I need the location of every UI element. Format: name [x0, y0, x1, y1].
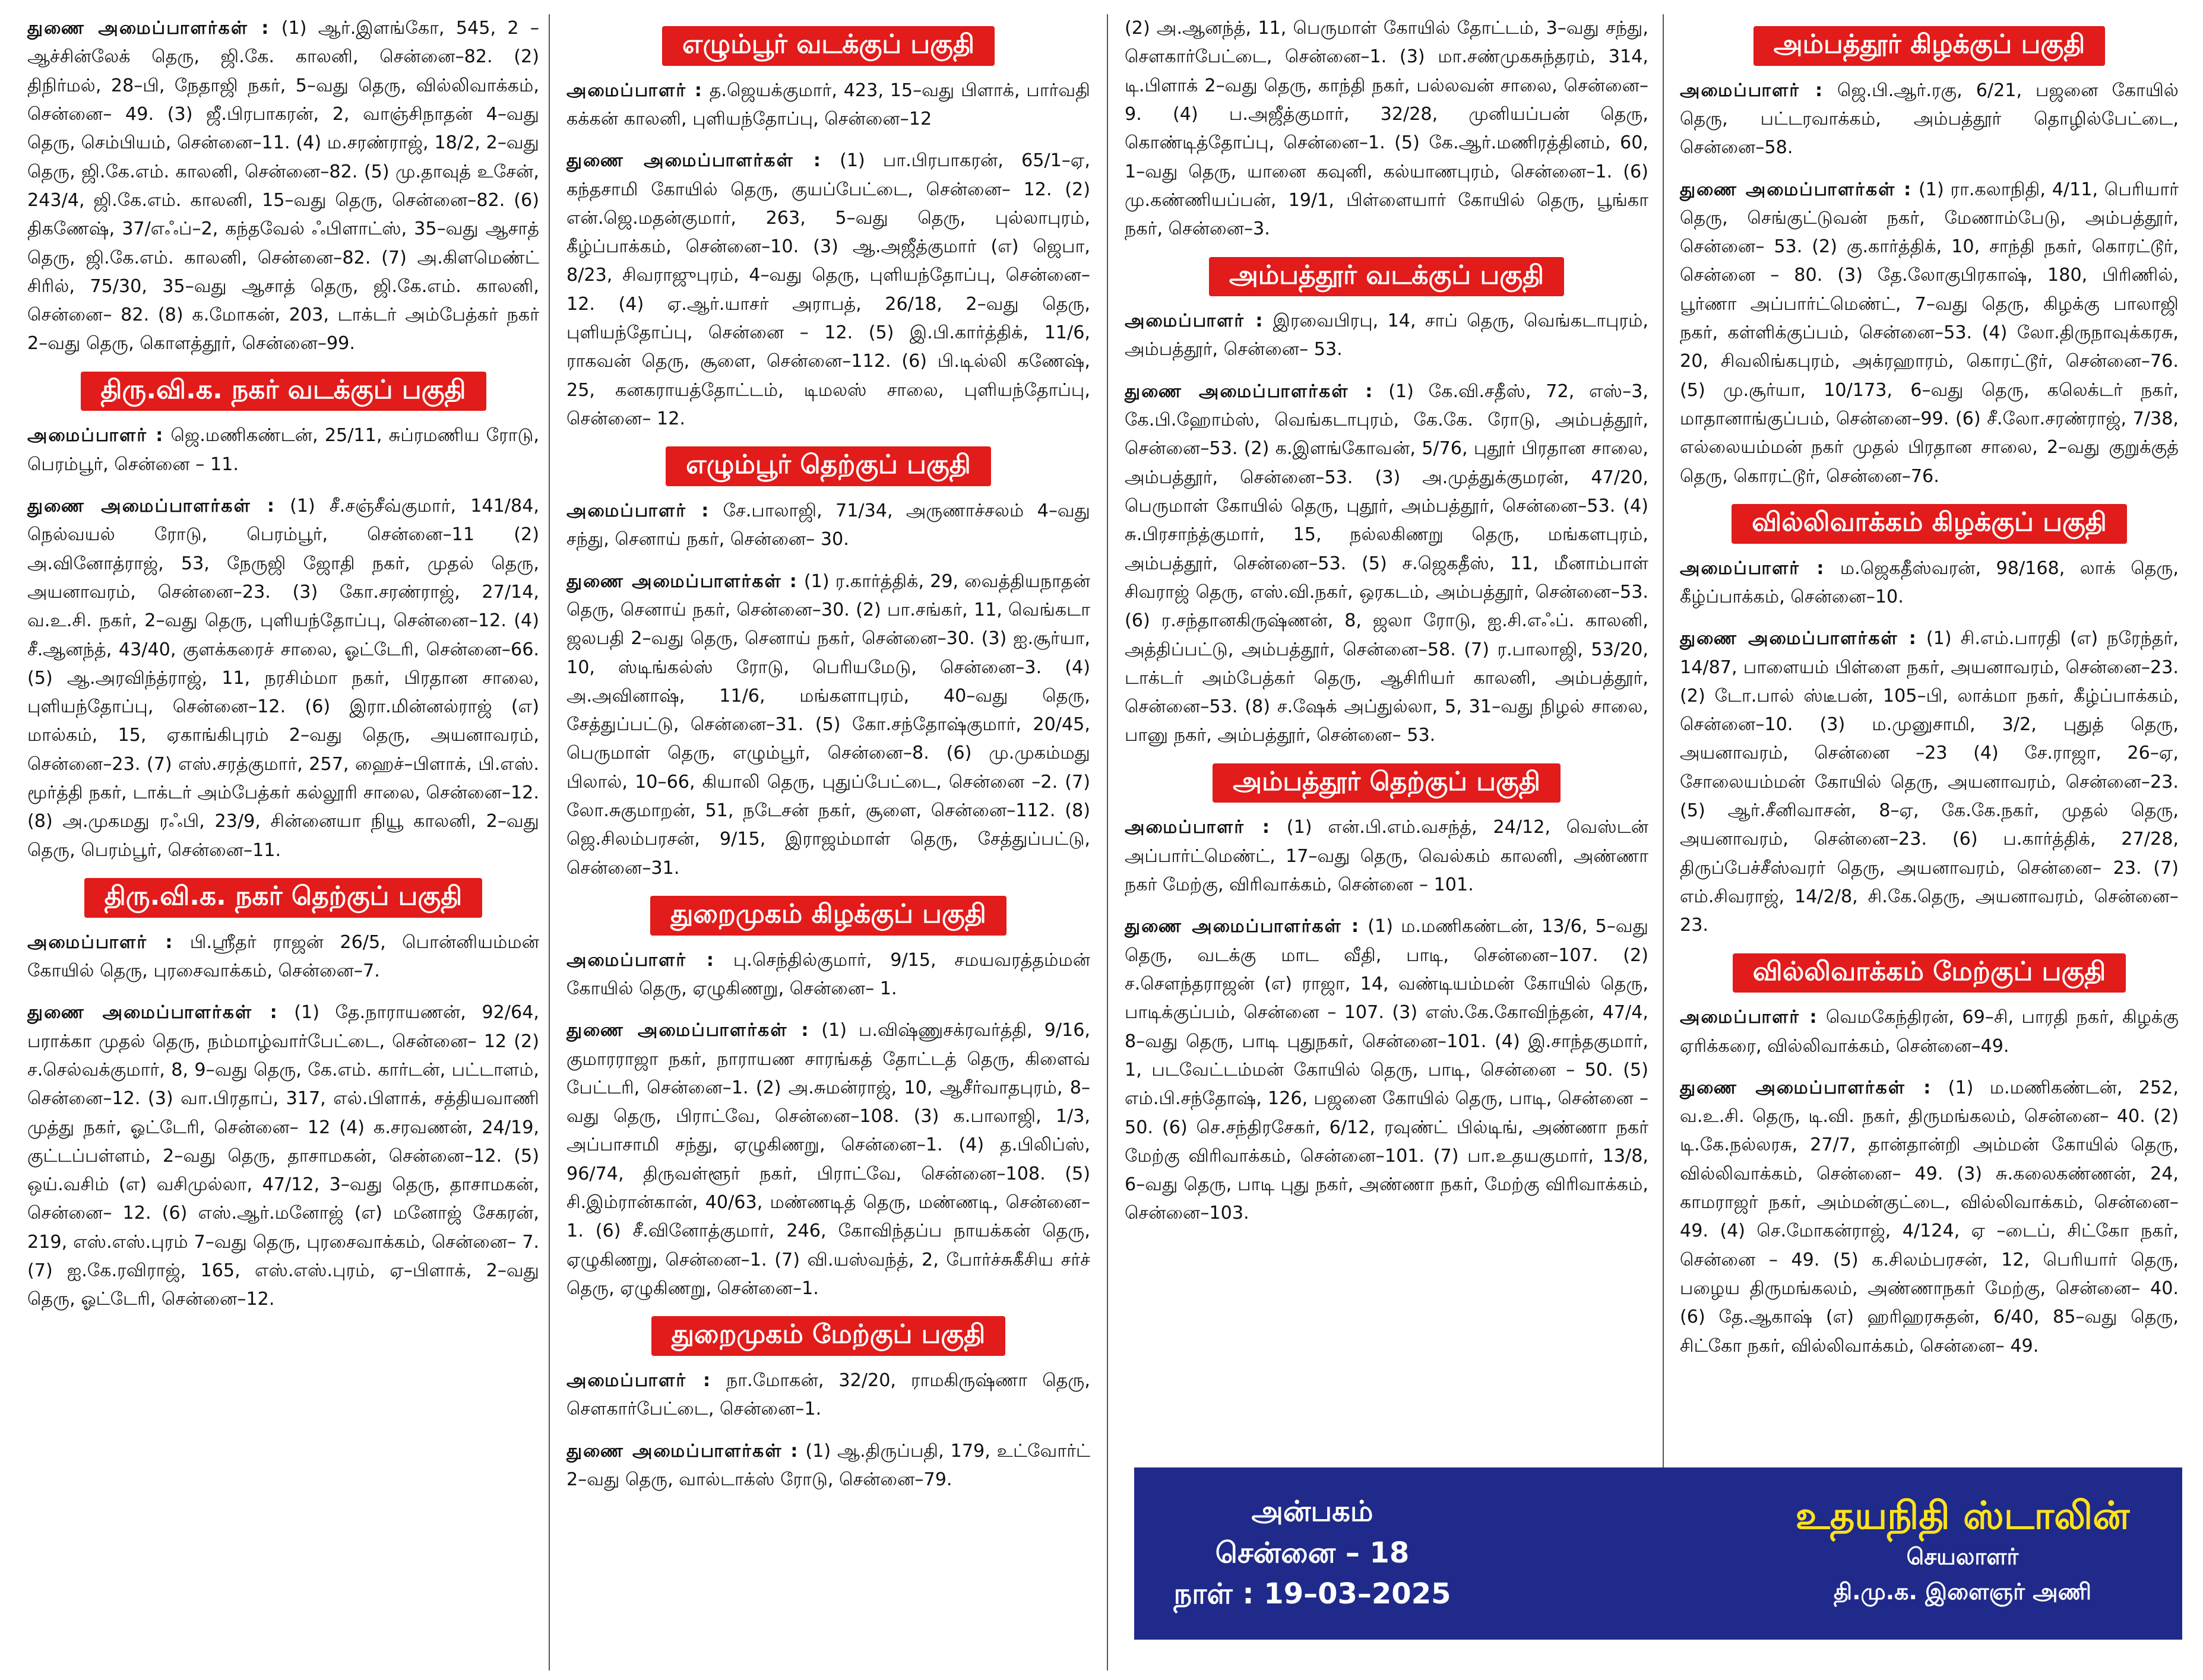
block-text: ம.ஜெகதீஸ்வரன், 98/168, லாக் தெரு, கீழ்ப்பாக்கம், சென்னை–10. [1680, 557, 2179, 607]
block-label: துணை அமைப்பாளர்கள் : [1125, 916, 1360, 937]
organizer-block [1680, 554, 2179, 612]
section-heading: திரு.வி.க. நகர் வடக்குப் பகுதி [81, 372, 486, 411]
block-text: (1) பா.பிரபாகரன், 65/1–ஏ, கந்தசாமி கோயில் தெரு, குயப்பேட்டை, சென்னை– 12. (2) என்.ஜெ.மதன்குமார், 263, 5–வது தெரு, புல்லாபுரம், கீழ்ப்பாக்கம், சென்னை–10. (3) ஆ.அஜீத்குமார் (எ) ஜெபா, 8/23, சிவராஜுபுரம், 4–வது தெரு, புளியந்தோப்பு, சென்னை–12. (4) ஏ.ஆர்.யாசர் அராபத், 26/18, 2–வது தெரு, புளியந்தோப்பு, சென்னை – 12. (5) இ.பி.கார்த்திக், 11/6, ராகவன் தெரு, சூளை, சென்னை–112. (6) பி.டில்லி கணேஷ், 25, கனகராயத்தோட்டம், டிமலஸ் சாலை, புளியந்தோப்பு, சென்னை– 12. [566, 150, 1090, 430]
deputy-organizers-block [27, 999, 539, 1314]
section-heading-wrap [566, 1316, 1090, 1356]
section-heading: துறைமுகம் மேற்குப் பகுதி [651, 1316, 1006, 1356]
organizer-block [1125, 813, 1648, 899]
block-label: அமைப்பாளர் : [27, 425, 164, 446]
organizer-block [1680, 1003, 2179, 1061]
office-city: சென்னை – 18 [1215, 1536, 1410, 1570]
block-text: (1) சி.எம்.பாரதி (எ) நரேந்தர், 14/87, பாளையம் பிள்ளை நகர், அயனாவரம், சென்னை–23. (2) டோ.பால் ஸ்டீபன், 105–பி, லாக்மா நகர், கீழ்ப்பாக்கம், சென்னை–10. (3) ம.முனுசாமி, 3/2, புதுத் தெரு, அயனாவரம், சென்னை –23 (4) சே.ராஜா, 26–ஏ, சோலையம்மன் கோயில் தெரு, அயனாவரம், சென்னை–23. (5) ஆர்.சீனிவாசன், 8–ஏ, கே.கே.நகர், முதல் தெரு, அயனாவரம், சென்னை–23. (6) ப.கார்த்திக், 27/28, திருப்பேச்சீஸ்வரர் தெரு, அயனாவரம், சென்னை– 23. (7) எம்.சிவராஜ், 14/2/8, சி.கே.தெரு, அயனாவரம், சென்னை– 23. [1680, 628, 2179, 936]
issue-date: நாள் : 19–03–2025 [1173, 1577, 1451, 1611]
block-label: துணை அமைப்பாளர்கள் : [1680, 628, 1917, 649]
deputy-organizers-block [566, 147, 1090, 433]
block-label: அமைப்பாளர் : [27, 931, 174, 953]
organizer-block [566, 946, 1090, 1004]
block-text: (1) சீ.சஞ்சீவ்குமார், 141/84, நெல்வயல் ரோடு, பெரம்பூர், சென்னை–11 (2) அ.வினோத்ராஜ், 53, நேருஜி ஜோதி நகர், முதல் தெரு, அயனாவரம், சென்னை–23. (3) கோ.சரண்ராஜ், 27/14, வ.உ.சி. நகர், 2–வது தெரு, புளியந்தோப்பு, சென்னை–12. (4) சீ.ஆனந்த், 43/40, குளக்கரைச் சாலை, ஓட்டேரி, சென்னை–66. (5) ஆ.அரவிந்த்ராஜ், 11, நரசிம்மா நகர், பிரதான சாலை, புளியந்தோப்பு, சென்னை–12. (6) இரா.மின்னல்ராஜ் (எ) மால்கம், 15, ஏகாங்கிபுரம் 2–வது தெரு, அயனாவரம், சென்னை–23. (7) எஸ்.சரத்குமார், 257, ஹைச்–பிளாக், பி.எஸ். மூர்த்தி நகர், டாக்டர் அம்பேத்கர் கல்லூரி சாலை, சென்னை–12. (8) அ.முகமது ரஃபி, 23/9, சின்னையா நியூ காலனி, 2–வது தெரு, பெரம்பூர், சென்னை–11. [27, 495, 539, 861]
issue-details [1158, 1491, 1467, 1615]
block-text: பு.செந்தில்குமார், 9/15, சமயவரத்தம்மன் கோயில் தெரு, ஏழுகிணறு, சென்னை– 1. [566, 949, 1090, 999]
signature-box [1134, 1467, 2182, 1640]
block-label: துணை அமைப்பாளர்கள் : [566, 570, 798, 592]
section-heading: எழும்பூர் தெற்குப் பகுதி [666, 446, 991, 486]
block-text: (1) ம.மணிகண்டன், 252, வ.உ.சி. தெரு, டி.வி. நகர், திருமங்கலம், சென்னை– 40. (2) டி.கே.நல்லரசு, 27/7, தான்தான்றி அம்மன் கோயில் தெரு, வில்லிவாக்கம், சென்னை– 49. (3) சு.கலைகண்ணன், 24, காமராஜர் நகர், அம்மன்குட்டை, வில்லிவாக்கம், சென்னை– 49. (4) செ.மோகன்ராஜ், 4/124, ஏ –டைப், சிட்கோ நகர், சென்னை – 49. (5) க.சிலம்பரசன், 12, பெரியார் தெரு, பழைய திருமங்கலம், அண்ணாநகர் மேற்கு, சென்னை– 40. (6) தே.ஆகாஷ் (எ) ஹரிஹரசுதன், 6/40, 85–வது தெரு, சிட்கோ நகர், வில்லிவாக்கம், சென்னை– 49. [1680, 1077, 2179, 1356]
section-heading: எழும்பூர் வடக்குப் பகுதி [662, 26, 995, 66]
block-label: துணை அமைப்பாளர்கள் : [27, 1002, 278, 1023]
section-heading: துறைமுகம் கிழக்குப் பகுதி [650, 896, 1006, 936]
section-heading-wrap [1680, 26, 2179, 66]
block-text: (1) ப.விஷ்ணுசக்ரவர்த்தி, 9/16, குமாரராஜா நகர், நாராயண சாரங்கத் தோட்டத் தெரு, கிளைவ் பேட்டரி, சென்னை–1. (2) அ.சுமன்ராஜ், 10, ஆசீர்வாதபுரம், 8–வது தெரு, பிராட்வே, சென்னை–108. (3) க.பாலாஜி, 1/3, அப்பாசாமி சந்து, ஏழுகிணறு, சென்னை–1. (4) த.பிலிப்ஸ், 96/74, திருவள்ளூர் நகர், பிராட்வே, சென்னை–108. (5) சி.இம்ரான்கான், 40/63, மண்ணடித் தெரு, மண்ணடி, சென்னை–1. (6) சீ.வினோத்குமார், 246, கோவிந்தப்ப நாயக்கன் தெரு, ஏழுகிணறு, சென்னை–1. (7) வி.யஸ்வந்த், 2, போர்ச்சுகீசிய சர்ச் தெரு, ஏழுகிணறு, சென்னை–1. [566, 1020, 1090, 1299]
section-heading-wrap [1680, 504, 2179, 544]
deputy-organizers-block [27, 14, 539, 359]
block-label: துணை அமைப்பாளர்கள் : [566, 1440, 799, 1462]
block-label: அமைப்பாளர் : [1125, 310, 1264, 332]
column-divider [1663, 14, 1664, 1498]
signatory [1778, 1494, 2147, 1609]
signatory-title: செயலாளர் [1906, 1543, 2019, 1570]
section-heading: திரு.வி.க. நகர் தெற்குப் பகுதி [84, 878, 483, 918]
section-heading: வில்லிவாக்கம் கிழக்குப் பகுதி [1732, 504, 2127, 544]
block-label: அமைப்பாளர் : [1680, 1007, 1818, 1028]
section-heading-wrap [27, 372, 539, 411]
block-text: பி.ஸ்ரீதர் ராஜன் 26/5, பொன்னியம்மன் கோயில் தெரு, புரசைவாக்கம், சென்னை–7. [27, 931, 540, 981]
block-label: அமைப்பாளர் : [1125, 817, 1271, 838]
deputy-organizers-block [27, 492, 539, 865]
organizer-block [566, 1367, 1090, 1424]
block-label: துணை அமைப்பாளர்கள் : [1125, 381, 1374, 402]
block-text: இரவைபிரபு, 14, சாப் தெரு, வெங்கடாபுரம், அம்பத்தூர், சென்னை– 53. [1125, 310, 1648, 360]
section-heading-wrap [566, 26, 1090, 66]
block-label: துணை அமைப்பாளர்கள் : [566, 1020, 810, 1041]
column-2 [558, 14, 1099, 1669]
block-label: துணை அமைப்பாளர்கள் : [1680, 179, 1913, 200]
section-heading: வில்லிவாக்கம் மேற்குப் பகுதி [1733, 953, 2126, 993]
block-text: நா.மோகன், 32/20, ராமகிருஷ்ணா தெரு, சௌகார்பேட்டை, சென்னை–1. [566, 1370, 1091, 1420]
organizer-block [27, 928, 539, 986]
organizer-block [566, 497, 1090, 554]
column-divider [549, 14, 550, 1671]
block-label: துணை அமைப்பாளர்கள் : [27, 495, 276, 516]
block-label: அமைப்பாளர் : [566, 500, 710, 521]
block-label: அமைப்பாளர் : [566, 1370, 712, 1391]
block-label: அமைப்பாளர் : [566, 80, 703, 101]
section-heading-wrap [566, 896, 1090, 936]
deputy-organizers-block [1680, 176, 2179, 491]
block-label: அமைப்பாளர் : [1680, 557, 1825, 579]
signatory-name: உதயநிதி ஸ்டாலின் [1795, 1494, 2130, 1538]
block-text: வெமகேந்திரன், 69–சி, பாரதி நகர், கிழக்கு ஏரிக்கரை, வில்லிவாக்கம், சென்னை–49. [1680, 1007, 2179, 1057]
block-text: (1) ம.மணிகண்டன், 13/6, 5–வது தெரு, வடக்கு மாட வீதி, பாடி, சென்னை–107. (2) ச.சௌந்தராஜன் (எ) ராஜா, 14, வண்டியம்மன் கோயில் தெரு, பாடிக்குப்பம், சென்னை – 107. (3) எஸ்.கே.கோவிந்தன், 47/4, 8–வது தெரு, பாடி புதுநகர், சென்னை–101. (4) இ.சாந்தகுமார், 1, படவேட்டம்மன் கோயில் தெரு, பாடி, சென்னை – 50. (5) எம்.பி.சந்தோஷ், 126, பஜனை கோயில் தெரு, பாடி, சென்னை – 50. (6) செ.சந்திரசேகர், 6/12, ரவுண்ட் பில்டிங், அண்ணா நகர் மேற்கு விரிவாக்கம், சென்னை–101. (7) பா.உதயகுமார், 13/8, 6–வது தெரு, பாடி புது நகர், அண்ணா நகர், மேற்கு விரிவாக்கம், சென்னை–103. [1125, 916, 1648, 1224]
signatory-wing: தி.மு.க. இளைஞர் அணி [1833, 1578, 2092, 1605]
deputy-organizers-continued [1125, 14, 1648, 244]
section-heading-wrap [566, 446, 1090, 486]
section-heading: அம்பத்தூர் தெற்குப் பகுதி [1213, 763, 1561, 803]
organizer-block [1680, 77, 2179, 163]
column-4 [1672, 14, 2187, 1669]
column-1 [19, 14, 547, 1669]
deputy-organizers-block [1680, 1074, 2179, 1361]
column-3 [1116, 14, 1657, 1669]
deputy-organizers-block [566, 1016, 1090, 1303]
deputy-organizers-block [1680, 625, 2179, 940]
office-name: அன்பகம் [1251, 1495, 1373, 1528]
section-heading-wrap [1125, 257, 1648, 297]
block-text: (1) கே.வி.சதீஸ், 72, எஸ்–3, கே.பி.ஹோம்ஸ், வெங்கடாபுரம், கே.கே. ரோடு, அம்பத்தூர், சென்னை–53. (2) க.இளங்கோவன், 5/76, புதூர் பிரதான சாலை, அம்பத்தூர், சென்னை–53. (3) அ.முத்துக்குமரன், 47/20, பெருமாள் கோயில் தெரு, புதூர், அம்பத்தூர், சென்னை–53. (4) சு.பிரசாந்த்குமார், 15, நல்லகிணறு தெரு, மங்களபுரம், அம்பத்தூர், சென்னை–53. (5) ச.ஜெகதீஸ், 11, மீனாம்பாள் சிவராஜ் தெரு, எஸ்.வி.நகர், ஒரகடம், அம்பத்தூர், சென்னை–53. (6) ர.சந்தானகிருஷ்ணன், 8, ஜலா ரோடு, ஐ.சி.எஃப். காலனி, அத்திப்பட்டு, அம்பத்தூர், சென்னை–58. (7) ர.பாலாஜி, 53/20, டாக்டர் அம்பேத்கர் தெரு, ஆசிரியர் காலனி, அம்பத்தூர், சென்னை–53. (8) ச.ஷேக் அப்துல்லா, 5, 31–வது நிழல் சாலை, பானு நகர், அம்பத்தூர், சென்னை– 53. [1125, 381, 1648, 746]
organizer-block [566, 77, 1090, 134]
section-heading-wrap [1125, 763, 1648, 803]
block-label: துணை அமைப்பாளர்கள் : [1680, 1077, 1932, 1098]
block-label: அமைப்பாளர் : [566, 949, 715, 971]
section-heading: அம்பத்தூர் கிழக்குப் பகுதி [1753, 26, 2106, 66]
column-divider [1107, 14, 1108, 1671]
block-label: துணை அமைப்பாளர்கள் : [566, 150, 822, 172]
section-heading-wrap [1680, 953, 2179, 993]
block-label: துணை அமைப்பாளர்கள் : [27, 18, 270, 39]
block-text: த.ஜெயக்குமார், 423, 15–வது பிளாக், பார்வதி கக்கன் காலனி, புளியந்தோப்பு, சென்னை–12 [566, 80, 1090, 129]
deputy-organizers-block [566, 1437, 1090, 1495]
organizer-block [1125, 307, 1648, 364]
block-text: (1) ஆ.திருப்பதி, 179, உட்வோர்ட் 2–வது தெரு, வால்டாக்ஸ் ரோடு, சென்னை–79. [566, 1440, 1091, 1490]
block-text: (1) ஆர்.இளங்கோ, 545, 2 – ஆச்சின்லேக் தெரு, ஜி.கே. காலனி, சென்னை–82. (2) திநிர்மல், 28–பி, நேதாஜி நகர், 5–வது தெரு, வில்லிவாக்கம், சென்னை– 49. (3) ஜீ.பிரபாகரன், 2, வாஞ்சிநாதன் 4–வது தெரு, செம்பியம், சென்னை–11. (4) ம.சரண்ராஜ், 18/2, 2–வது தெரு, ஜி.கே.எம். காலனி, சென்னை–82. (5) மு.தாவுத் உசேன், 243/4, ஜி.கே.எம். காலனி, 15–வது தெரு, சென்னை–82. (6) திகணேஷ், 37/எஃப்–2, கந்தவேல் ஃபிளாட்ஸ், 35–வது ஆசாத் தெரு, ஜி.கே.எம். காலனி, சென்னை–82. (7) அ.கிளமெண்ட் சிரில், 75/30, 35–வது ஆசாத் தெரு, ஜி.கே.எம். காலனி, சென்னை– 82. (8) க.மோகன், 203, டாக்டர் அம்பேத்கர் நகர் 2–வது தெரு, கொளத்தூர், சென்னை–99. [27, 18, 540, 354]
organizer-block [27, 421, 539, 479]
deputy-organizers-block [1125, 378, 1648, 750]
block-text: (2) அ.ஆனந்த், 11, பெருமாள் கோயில் தோட்டம், 3–வது சந்து, சௌகார்பேட்டை, சென்னை–1. (3) மா.சண்முகசுந்தரம், 314, டி.பிளாக் 2–வது தெரு, காந்தி நகர், பல்லவன் சாலை, சென்னை–9. (4) ப.அஜீத்குமார், 32/28, முனியப்பன் தெரு, கொண்டித்தோப்பு, சென்னை–1. (5) கே.ஆர்.மணிரத்தினம், 60, 1–வது தெரு, யானை கவுனி, கல்யாணபுரம், சென்னை–1. (6) மு.கண்ணியப்பன், 19/1, பிள்ளையார் கோயில் தெரு, பூங்கா நகர், சென்னை–3. [1125, 18, 1648, 240]
block-text: (1) ர.கார்த்திக், 29, வைத்தியநாதன் தெரு, செனாய் நகர், சென்னை–30. (2) பா.சங்கர், 11, வெங்கடா ஜலபதி 2–வது தெரு, செனாய் நகர், சென்னை–30. (3) ஐ.சூர்யா, 10, ஸ்டிங்கல்ஸ் ரோடு, பெரியமேடு, சென்னை–3. (4) அ.அவினாஷ், 11/6, மங்களாபுரம், 40–வது தெரு, சேத்துப்பட்டு, சென்னை–31. (5) கோ.சந்தோஷ்குமார், 20/45, பெருமாள் தெரு, எழும்பூர், சென்னை–8. (6) மு.முகம்மது பிலால், 10–66, கியாலி தெரு, புதுப்பேட்டை, சென்னை –2. (7) லோ.சுகுமாறன், 51, நடேசன் நகர், சூளை, சென்னை–112. (8) ஜெ.சிலம்பரசன், 9/15, இராஜம்மாள் தெரு, சேத்துப்பட்டு, சென்னை–31. [566, 570, 1090, 879]
block-text: (1) என்.பி.எம்.வசந்த், 24/12, வெஸ்டன் அப்பார்ட்மெண்ட், 17–வது தெரு, வெல்கம் காலனி, அண்ணா நகர் மேற்கு, விரிவாக்கம், சென்னை – 101. [1125, 817, 1649, 895]
block-text: (1) தே.நாராயணன், 92/64, பராக்கா முதல் தெரு, நம்மாழ்வார்பேட்டை, சென்னை– 12 (2) ச.செல்வக்குமார், 8, 9–வது தெரு, கே.எம். கார்டன், பட்டாளம், சென்னை–12. (3) வா.பிரதாப், 317, எல்.பிளாக், சத்தியவாணி முத்து நகர், ஓட்டேரி, சென்னை– 12 (4) க.சரவணன், 24/19, குட்டப்பள்ளம், 2–வது தெரு, தாசாமகன், சென்னை–12. (5) ஒய்.வசிம் (எ) வசிமுல்லா, 47/12, 3–வது தெரு, தாசாமகன், சென்னை– 12. (6) எஸ்.ஆர்.மனோஜ் (எ) மனோஜ் சேகரன், 219, எஸ்.எஸ்.புரம் 7–வது தெரு, புரசைவாக்கம், சென்னை– 7. (7) ஐ.கே.ரவிராஜ், 165, எஸ்.எஸ்.புரம், ஏ–பிளாக், 2–வது தெரு, ஓட்டேரி, சென்னை–12. [27, 1002, 539, 1310]
deputy-organizers-block [566, 568, 1090, 883]
deputy-organizers-block [1125, 912, 1648, 1228]
block-text: ஜெ.பி.ஆர்.ரகு, 6/21, பஜனை கோயில் தெரு, பட்டரவாக்கம், அம்பத்தூர் தொழில்பேட்டை, சென்னை–58. [1680, 80, 2179, 159]
section-heading: அம்பத்தூர் வடக்குப் பகுதி [1209, 257, 1564, 297]
section-heading-wrap [27, 878, 539, 918]
block-text: ஜெ.மணிகண்டன், 25/11, சுப்ரமணிய ரோடு, பெரம்பூர், சென்னை – 11. [27, 425, 540, 475]
block-label: அமைப்பாளர் : [1680, 80, 1824, 101]
block-text: சே.பாலாஜி, 71/34, அருணாச்சலம் 4–வது சந்து, செனாய் நகர், சென்னை– 30. [566, 500, 1090, 550]
block-text: (1) ரா.கலாநிதி, 4/11, பெரியார் தெரு, செங்குட்டுவன் நகர், மேணாம்பேடு, அம்பத்தூர், சென்னை– 53. (2) கு.கார்த்திக், 10, சாந்தி நகர், கொரட்டூர், சென்னை – 80. (3) தே.லோகுபிரகாஷ், 180, பிரிணில், பூர்ணா அப்பார்ட்மெண்ட், 7–வது தெரு, கிழக்கு பாலாஜி நகர், கள்ளிக்குப்பம், சென்னை–53. (4) லோ.திருநாவுக்கரசு, 20, சிவலிங்கபுரம், அக்ரஹாரம், கொரட்டூர், சென்னை–76. (5) மு.சூர்யா, 10/173, 6–வது தெரு, கலெக்டர் நகர், மாதானாங்குப்பம், சென்னை–99. (6) சீ.லோ.சரண்ராஜ், 7/38, எல்லையம்மன் நகர் முதல் பிரதான சாலை, 2–வது குறுக்குத் தெரு, கொரட்டூர், சென்னை–76. [1680, 179, 2179, 487]
